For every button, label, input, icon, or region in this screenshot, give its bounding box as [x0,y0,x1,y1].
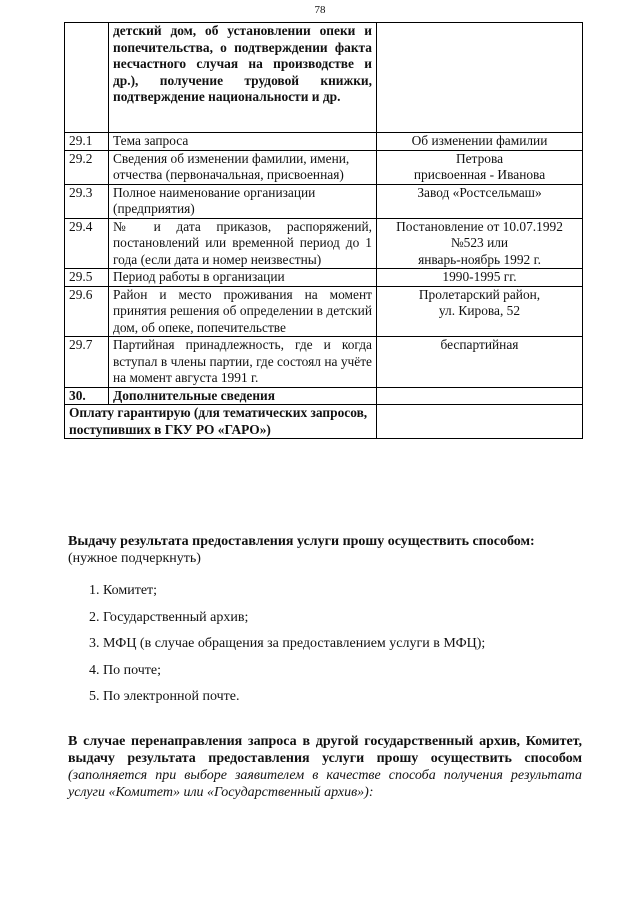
page-number: 78 [314,4,326,16]
value-line: присвоенная - Иванова [413,167,546,182]
row-label: № и дата приказов, распоряжений, постановлений или временной период до 1 года (если дата и номер неизвестны) [109,218,377,269]
row-number: 29.7 [65,337,109,388]
table-row [65,133,583,151]
row-value: Завод «Ростсельмаш» [377,184,583,218]
table-row [65,184,583,218]
row-number: 29.4 [65,218,109,269]
table-row [65,218,583,269]
list-item[interactable]: 1. Комитет; [89,583,158,598]
row-label: Полное наименование организации (предприятия) [109,184,377,218]
list-item[interactable]: 3. МФЦ (в случае обращения за предоставлением услуги в МФЦ); [89,636,486,651]
delivery-heading: Выдачу результата предоставления услуги прошу осуществить способом: [68,534,535,549]
row-number: 29.3 [65,184,109,218]
row-number: 29.2 [65,150,109,184]
row-value: Об изменении фамилии [377,133,583,151]
value-line: №523 или [450,235,509,250]
row-label: Партийная принадлежность, где и когда вступал в члены партии, где состоял на учёте на момент августа 1991 г. [109,337,377,388]
row-number: 30. [65,387,109,405]
table-row [65,150,583,184]
table-row [65,23,583,133]
row-label: Район и место проживания на момент принятия решения об определении в детский дом, об опеке, попечительстве [109,286,377,337]
table-row [65,286,583,337]
row-label: Период работы в организации [109,269,377,287]
row-number: 29.5 [65,269,109,287]
row-value [377,218,583,269]
row-number-cell [65,23,109,133]
list-item[interactable]: 4. По почте; [89,662,162,678]
row-value [377,150,583,184]
row-label: Дополнительные сведения [109,387,377,405]
row-number: 29.1 [65,133,109,151]
table-row [65,405,583,439]
delivery-note: (нужное подчеркнуть) [68,551,201,566]
redirect-heading: В случае перенаправления запроса в другой государственный архив, Комитет, выдачу результата предоставления услуги прошу осуществить способом [68,734,582,766]
row-value [377,387,583,405]
row-value [377,405,583,439]
value-cell [377,23,583,133]
value-line: январь-ноябрь 1992 г. [418,251,541,267]
row-number: 29.6 [65,286,109,337]
redirect-paragraph [68,733,582,801]
table-row [65,387,583,405]
request-form-table [64,22,583,439]
table-row [65,337,583,388]
value-line: Петрова [455,150,504,166]
row-value: 1990-1995 гг. [377,269,583,287]
continuation-text: детский дом, об установлении опеки и попечительства, о подтверждении факта несчастного случая на производстве и др.), получение трудовой книжки, подтверждение национальности и др. [109,23,377,133]
table-row [65,269,583,287]
row-value: беспартийная [377,337,583,388]
row-value [377,286,583,337]
list-item[interactable]: 5. По электронной почте. [89,689,240,704]
row-label: Сведения об изменении фамилии, имени, отчества (первоначальная, присвоенная) [109,150,377,184]
delivery-options-list [68,582,568,715]
value-line: Пролетарский район, [418,286,541,302]
value-line: Постановление от 10.07.1992 [396,218,563,234]
value-line: ул. Кирова, 52 [438,303,521,318]
list-item[interactable]: 2. Государственный архив; [89,609,249,625]
redirect-note: (заполняется при выборе заявителем в качестве способа получения результата услуги «Комитет» или «Государственный архив»): [68,768,582,800]
row-label: Тема запроса [109,133,377,151]
payment-guarantee-label: Оплату гарантирую (для тематических запросов, поступивших в ГКУ РО «ГАРО») [65,405,377,439]
